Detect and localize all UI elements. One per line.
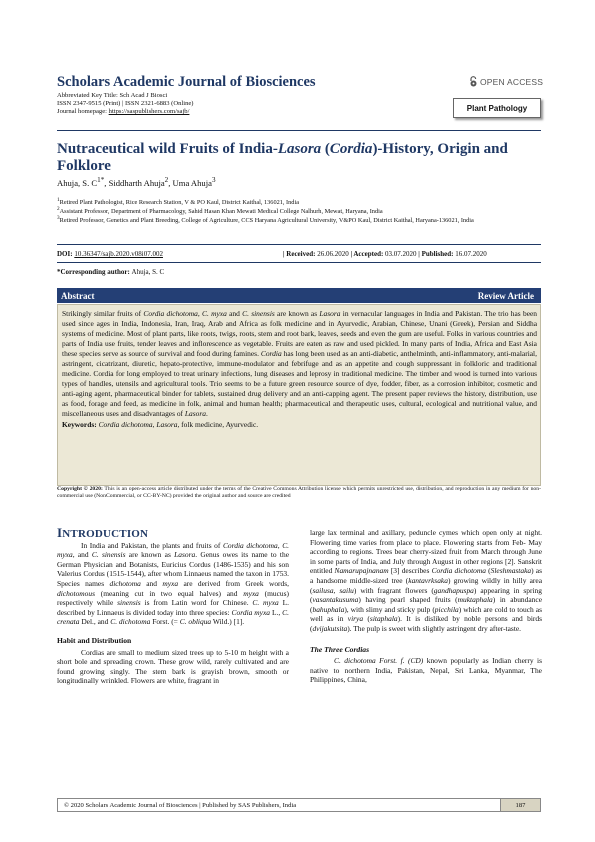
affiliation-3: $^3$Retired Professor, Genetics and Plant Breeding, College of Agriculture, CCS Haryana Agricultural University, V&PO Kaul, District Kaithal, Haryana-136021, India	[57, 215, 474, 225]
homepage-link[interactable]: https://saspublishers.com/sajb/	[108, 108, 190, 115]
keywords: Keywords: Cordia dichotoma, Lasora, folk medicine, Ayurvedic.	[62, 419, 259, 429]
header-rule	[57, 130, 541, 131]
journal-issn: ISSN 2347-9515 (Print) | ISSN 2321-6883 (Online)	[57, 100, 194, 107]
open-access-label: OPEN ACCESS	[480, 76, 544, 87]
author-name: Uma Ahuja	[172, 177, 212, 188]
paragraph-intro: In India and Pakistan, the plants and fruits of Cordia dichotoma, C. myxa, and C. sinensis are known as Lasora. Genus owes its name to the German Physician and Botanists, Euricius Cordus (1486-1535) and his son Valerius Cordus (1515-1544), after whom Linnaeus named the taxon in 1753. Species names dichotoma and myxa are derived from Greek words, dichotomous (meaning cut in two equal halves) and myxa (mucus) respectively while sinensis is from Latin word for Chinese. C. myxa L. described by Linnaeus is divided today into three species: Cordia myxa L., C. crenata Del., and C. dichotoma Forst. (= C. obliqua Wild.) [1].	[57, 540, 290, 627]
journal-homepage	[57, 108, 189, 116]
affiliation-2: $^2$Assistant Professor, Department of Pharmacology, Sahid Hasan Khan Mewati Medical College Nalhurh, Mewat, Haryana, India	[57, 206, 383, 216]
doi: DOI: 10.36347/sajb.2020.v08i07.002	[57, 250, 163, 258]
page-number: 187	[500, 799, 540, 811]
page-footer	[57, 798, 541, 812]
authors: Ahuja, S. $C^{1*}$, Siddharth Ahuja$^2$, Uma Ahuja$^3$	[57, 176, 216, 188]
abstract-heading: Abstract	[61, 290, 95, 301]
paragraph-habit-cont: large lax terminal and axillary, peduncle cymes which open only at night. Flowering time varies from place to place. Flowering starts from Feb- May according to regions. Trees bear cherry-sized fruit from March through June in some parts of India, and July through August in other regions [2]. Sanskrit entitled Namarupajnanam [3] describes Cordia dichotoma (Sleshmastaka) as a handsome middle-sized tree (kantavrksaka) growing wildly in hilly area (sailusa, sailu) with fragrant flowers (gandhapuspa) appearing in spring (vasantakusuma) having pearl shaped fruits (muktaphala) in abundance (bahuphala), with slimy and sticky pulp (picchila) which are cold to touch as well as in virya (sitaphala). It is disliked by noble persons and birds (dvijakutsita). The pulp is sweet with slightly astringent dry after-taste.	[310, 528, 542, 633]
paragraph-three-cordias: C. dichotoma Forst. f. (CD) known popularly as Indian cherry is native to northern India, Pakistan, Nepal, Sri Lanka, Myanmar, The Philippines, China,	[310, 656, 542, 685]
copyright-notice: Copyright © 2020: This is an open-access article distributed under the terms of the Creative Commons Attribution license which permits unrestricted use, distribution, and reproduction in any medium for non-commercial use (NonCommercial, or CC-BY-NC) provided the original author and source are credited	[57, 486, 541, 500]
footer-text: © 2020 Scholars Academic Journal of Biosciences | Published by SAS Publishers, India	[64, 801, 297, 809]
author-name: Ahuja, S. C	[57, 177, 98, 188]
habit-heading: Habit and Distribution	[57, 635, 132, 645]
doi-link[interactable]: 10.36347/sajb.2020.v08i07.002	[74, 250, 163, 258]
three-cordias-heading: The Three Cordias	[310, 644, 370, 654]
left-column	[57, 525, 290, 686]
affil-rule	[57, 244, 541, 245]
author-name: Siddharth Ahuja	[108, 177, 165, 188]
abstract-body: Strikingly similar fruits of Cordia dichotoma, C. myxa and C. sinensis are known as Lasora in vernacular languages in India and Pakistan. The trio has been used since ages in India, Indonesia, Iran, Iraq, Arab and Africa as folk medicine and in Ayurvedic, Arabian, Chinese, Unani (Greek), Persian and Siddha systems of medicine. Most of plant parts, like roots, twigs, roots, stem and root bark, leaves, seeds and even the gum are useful. Folks in various countries and parts of India use fruits, tender leaves and inflorescence as vegetable. Fruits are eaten as raw and used pickled. In many parts of India, Africa and East Asia these species serve as source of survival and food during famines. Cordia has long been used as an anti-diabetic, anthelminth, anti-inflammatory, anti-malarial, astringent, cicatrizant, diuretic, hepato-protective, immune-modulator and febrifuge and as an appetite and cough suppressant in folkloric and traditional medicine. Cordia for long employed to treat urinary infections, lung diseases and leprosy in traditional medicine. The timber and wood is turned into various types of handles, utensils and agricultural tools. Trio seems to be a future green resource source of dye, fodder, fiber, as a corrosion inhibitor, cosmetic and anti-aging agent, pharmaceutical binder for tablets, sustained drug delivery and an anti-capping agent. The present paper reviews the history, distribution, use as food, forage and feed, as medicine in folk, animal and human health; pharmaceutical and therapeutic uses, cultural, ecological and nutritional value, and miscellaneous uses and disadvantages of Lasora. Keywords: Cordia dichotoma, Lasora, folk medicine, Ayurvedic.	[57, 304, 541, 486]
corresponding-author: *Corresponding author: Ahuja, S. C	[57, 268, 165, 276]
open-lock-icon	[469, 76, 478, 87]
paragraph-habit: Cordias are small to medium sized trees up to 5-10 m height with a short bole and spreading crown. These grow wild, rarely cultivated and are found growing singly. The stem bark is grayish brown, smooth or longitudinally wrinkled. Flowers are white, fragrant in	[57, 647, 289, 686]
doi-rule	[57, 262, 541, 263]
homepage-label: Journal homepage:	[57, 108, 109, 115]
introduction-heading: INTRODUCTION	[57, 525, 149, 540]
abstract-header	[57, 288, 541, 303]
right-column	[310, 528, 542, 685]
affiliation-1: $^1$Retired Plant Pathologist, Rice Research Station, V & PO Kaul, District Kaithal, 136021, India	[57, 197, 299, 207]
dates: | Received: 26.06.2020 | Accepted: 03.07.2020 | Published: 16.07.2020	[283, 250, 487, 258]
category-box: Plant Pathology	[453, 98, 541, 118]
article-type: Review Article	[477, 290, 534, 301]
journal-title: Scholars Academic Journal of Biosciences	[57, 74, 316, 90]
journal-abbrev: Abbreviated Key Title: Sch Acad J Biosci	[57, 92, 168, 99]
article-title: Nutraceutical wild Fruits of India-Lasora (Cordia)-History, Origin and Folklore	[57, 141, 508, 174]
open-access-badge	[469, 76, 543, 87]
